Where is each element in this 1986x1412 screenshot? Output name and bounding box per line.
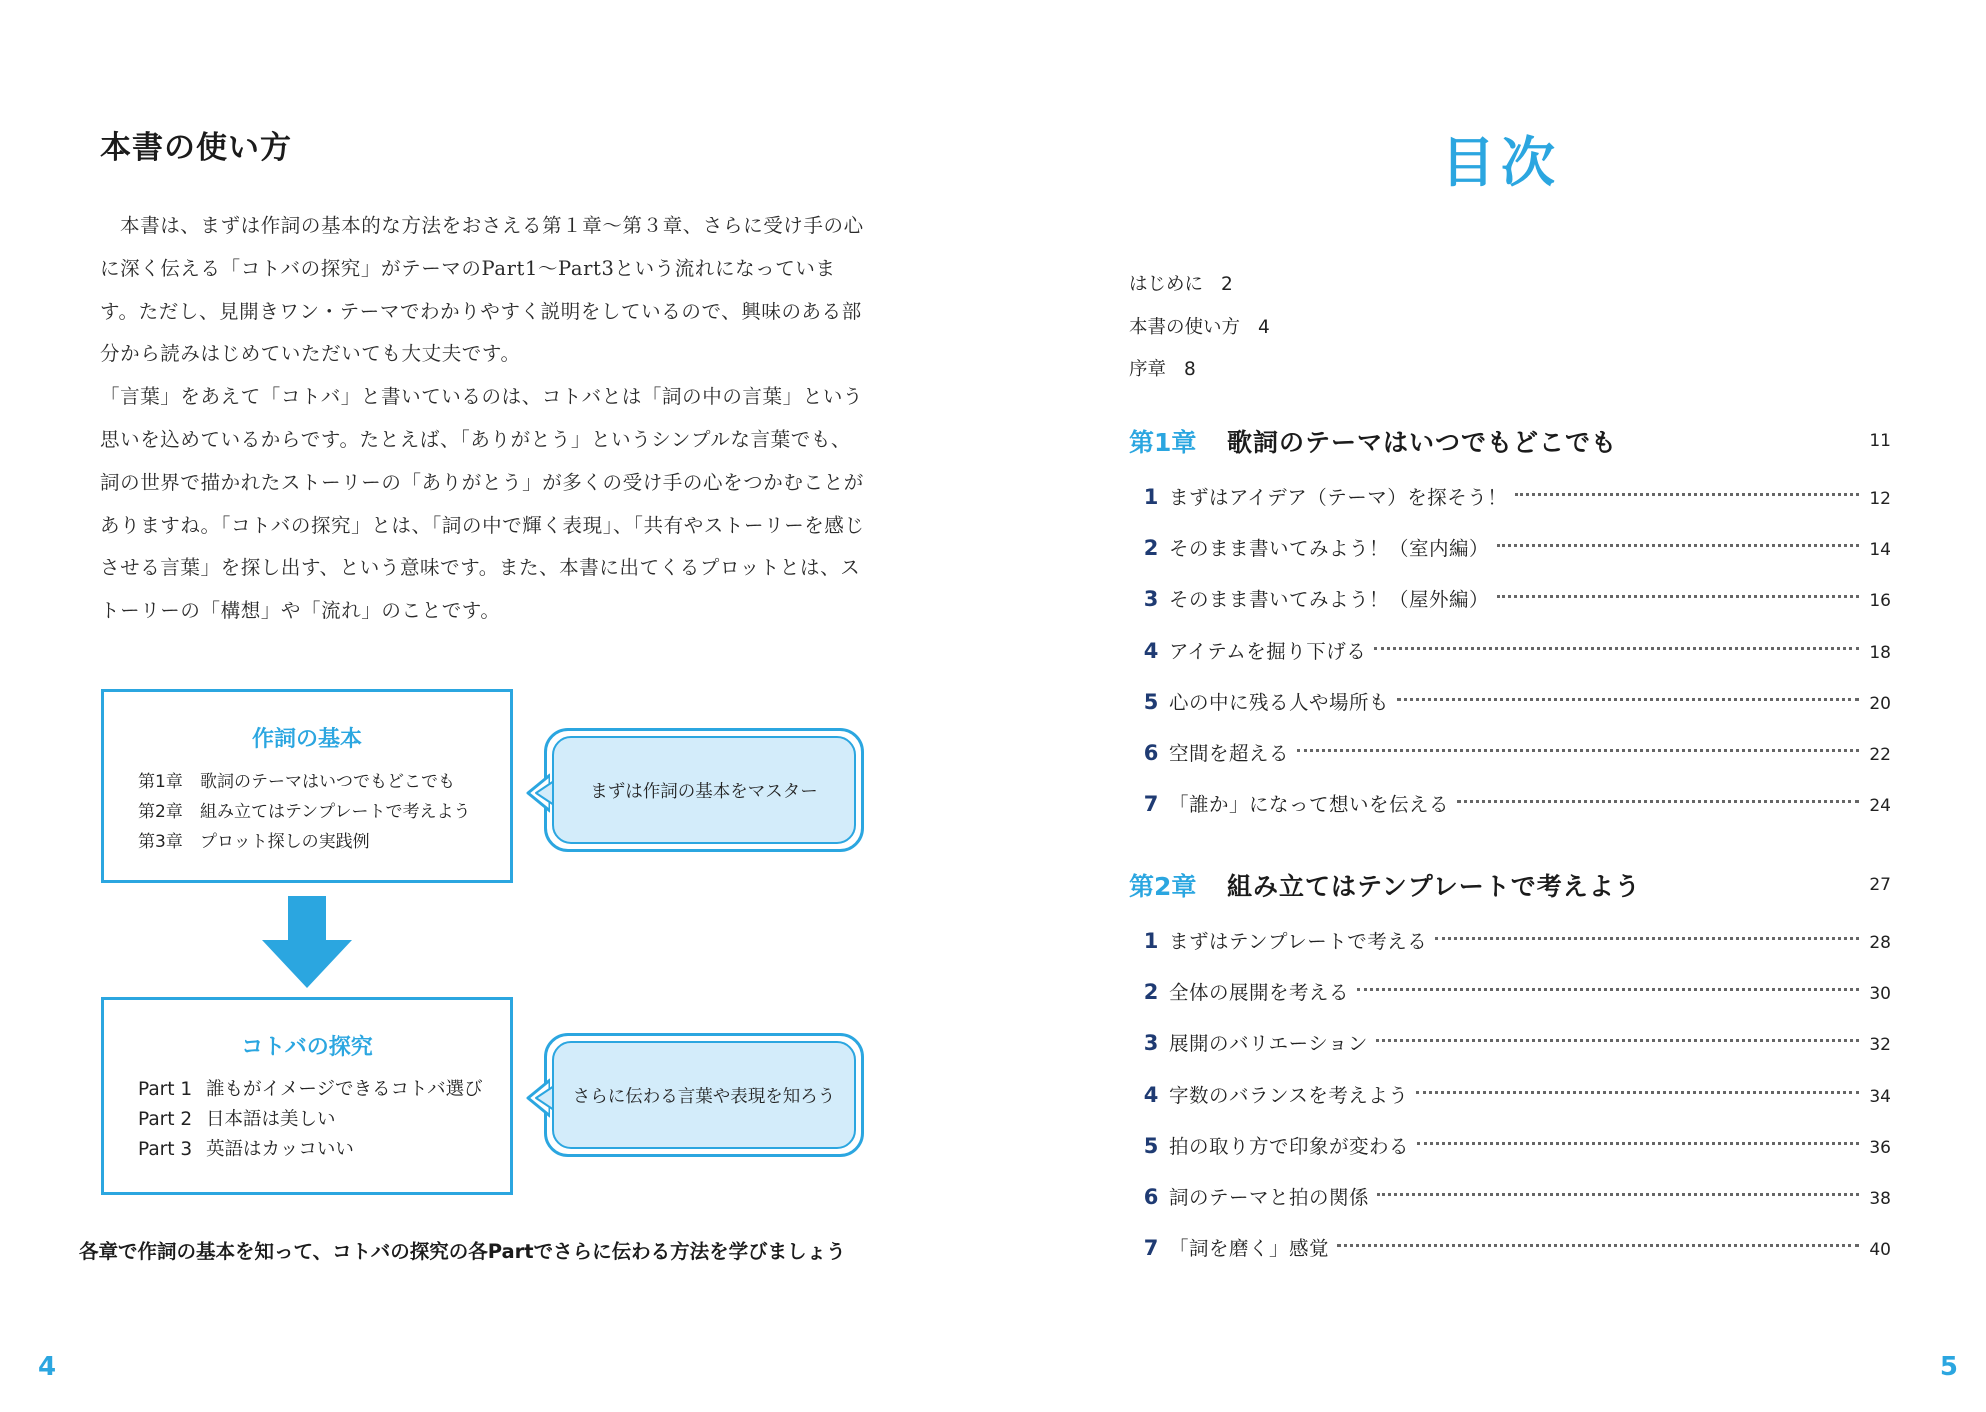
chapter-page: 11 (1869, 431, 1891, 451)
toc-entry-text: 字数のバランスを考えよう (1169, 1083, 1409, 1107)
leader-dots (1435, 937, 1859, 940)
toc-entry-page: 32 (1869, 1035, 1891, 1056)
basic-box-list (138, 767, 510, 857)
toc-entry[interactable] (1129, 307, 1270, 350)
toc-entry-text: 本書の使い方 (1129, 316, 1241, 338)
list-item (138, 827, 510, 857)
toc-entry-num: 7 (1143, 792, 1159, 817)
bubble-text: まずは作詞の基本をマスター (552, 736, 856, 844)
toc-entry-page: 34 (1869, 1086, 1891, 1107)
kotoba-speech-bubble (544, 1033, 864, 1157)
toc-entry-num: 5 (1143, 1133, 1159, 1158)
paragraph: 本書は、まずは作詞の基本的な方法をおさえる第１章～第３章、さらに受け手の心に深く伝える「コトバの探究」がテーマのPart1～Part3という流れになっています。ただし、見開きワン・テーマでわかりやすく説明をしているので、興味のある部分から読みはじめていただいても大丈夫です。 (100, 214, 864, 366)
chapter-label: 第2章 (138, 802, 183, 822)
summary-text: 各章で作詞の基本を知って、コトバの探究の各Partでさらに伝わる方法を学びましょう (79, 1240, 846, 1263)
intro-text (100, 205, 870, 633)
toc-entry-num: 3 (1143, 587, 1159, 612)
leader-dots (1297, 749, 1859, 752)
toc-entry-text: そのまま書いてみよう！（屋外編） (1169, 588, 1490, 612)
toc-entry-page: 40 (1869, 1240, 1891, 1261)
part-label: Part 2 (138, 1109, 193, 1130)
toc-entry-text: 展開のバリエーション (1169, 1032, 1368, 1056)
leader-dots (1497, 544, 1859, 547)
chapter-text: 歌詞のテーマはいつでもどこでも (200, 772, 455, 792)
leader-dots (1337, 1244, 1859, 1247)
toc-entry-num: 1 (1143, 929, 1159, 953)
leader-dots (1497, 595, 1859, 598)
kotoba-box-title: コトバの探究 (241, 1035, 373, 1060)
leader-dots (1357, 988, 1859, 991)
kotoba-box (101, 997, 513, 1195)
toc-entry-page: 36 (1869, 1137, 1891, 1158)
toc-entry[interactable] (1129, 967, 1891, 1018)
page-number: 5 (1939, 1352, 1958, 1382)
toc-entry-text: そのまま書いてみよう！（室内編） (1169, 537, 1490, 561)
chapter-label: 第3章 (138, 832, 183, 852)
basic-speech-bubble (544, 728, 864, 852)
toc-entry-text: 詞のテーマと拍の関係 (1169, 1185, 1370, 1209)
paragraph: 「言葉」をあえて「コトバ」と書いているのは、コトバとは「詞の中の言葉」という思いを込めているからです。たとえば、「ありがとう」というシンプルな言葉でも、詞の世界で描かれたストーリーの「ありがとう」が多くの受け手の心をつかむことがありますね。「コトバの探究」とは、「詞の中で輝く表現」、「共有やストーリーを感じさせる言葉」を探し出す、という意味です。また、本書に出てくるプロットとは、ストーリーの「構想」や「流れ」のことです。 (100, 385, 865, 623)
toc-entry[interactable] (1129, 916, 1891, 967)
basic-box-title: 作詞の基本 (251, 727, 362, 752)
toc-entry-num: 7 (1143, 1236, 1159, 1261)
toc-entry-text: まずはテンプレートで考える (1169, 930, 1428, 953)
toc-entry-text: 心の中に残る人や場所も (1169, 690, 1390, 714)
part-label: Part 1 (138, 1079, 193, 1100)
toc-entry-num: 6 (1143, 740, 1159, 765)
toc-entry-page: 20 (1869, 693, 1891, 714)
toc-entry-num: 2 (1143, 980, 1159, 1005)
toc-entry-num: 4 (1143, 1082, 1159, 1107)
chapter-text: プロット探しの実践例 (200, 832, 370, 852)
toc-entry[interactable] (1129, 1018, 1891, 1069)
toc-entry-text: 拍の取り方で印象が変わる (1169, 1134, 1410, 1158)
toc-entry-page: 4 (1258, 316, 1270, 338)
toc-entry-text: 「誰か」になって想いを伝える (1169, 793, 1450, 817)
toc-entry[interactable] (1129, 728, 1891, 779)
toc-entry-text: はじめに (1129, 274, 1204, 295)
chapter-label: 第2章 (1129, 872, 1197, 901)
toc-entry-text: アイテムを掘り下げる (1169, 639, 1367, 663)
toc-entry-page: 24 (1869, 796, 1891, 817)
chapter-name: 組み立てはテンプレートで考えよう (1227, 872, 1641, 901)
chapter-heading[interactable] (1129, 418, 1891, 464)
toc-entry-text: まずはアイデア（テーマ）を探そう！ (1169, 486, 1508, 509)
toc-entry-page: 18 (1869, 642, 1891, 663)
toc-entry[interactable] (1129, 779, 1891, 830)
basic-box (101, 689, 513, 883)
toc-entry-num: 2 (1143, 536, 1159, 561)
toc-entry[interactable] (1129, 1223, 1891, 1274)
kotoba-box-list (138, 1075, 510, 1165)
toc-entry-num: 4 (1143, 638, 1159, 663)
toc-entry[interactable] (1129, 677, 1891, 728)
toc-entry-page: 28 (1869, 933, 1891, 953)
leader-dots (1374, 647, 1859, 650)
list-item (138, 1105, 510, 1135)
chapter-label: 第1章 (1129, 428, 1197, 457)
list-item (138, 797, 510, 827)
toc-entry-num: 5 (1143, 689, 1159, 714)
leader-dots (1376, 1039, 1859, 1042)
chapter-items (1129, 472, 1891, 830)
page-title: 本書の使い方 (100, 130, 292, 166)
chapter-name: 歌詞のテーマはいつでもどこでも (1227, 428, 1618, 457)
leader-dots (1515, 493, 1859, 496)
toc-entry-page: 12 (1869, 489, 1891, 509)
list-item (138, 1135, 510, 1165)
toc-entry[interactable] (1129, 1172, 1891, 1223)
toc-entry-text: 全体の展開を考える (1169, 981, 1350, 1005)
toc-entry[interactable] (1129, 264, 1270, 307)
toc-entry[interactable] (1129, 523, 1891, 574)
leader-dots (1377, 1193, 1859, 1196)
down-arrow-icon (262, 896, 352, 988)
chapter-heading[interactable] (1129, 862, 1891, 908)
toc-entry-num: 6 (1143, 1184, 1159, 1209)
list-item (138, 1075, 510, 1105)
page-number: 4 (38, 1352, 57, 1382)
leader-dots (1416, 1091, 1859, 1094)
chapter-1-section (1129, 418, 1891, 830)
toc-entry-text: 「詞を磨く」感覚 (1169, 1237, 1330, 1261)
toc-entry-page: 16 (1869, 591, 1891, 612)
toc-entry[interactable] (1129, 349, 1270, 392)
part-text: 英語はカッコいい (206, 1139, 354, 1160)
prelim-list (1129, 264, 1270, 392)
toc-entry[interactable] (1129, 574, 1891, 625)
chapter-2-section (1129, 862, 1891, 1274)
toc-entry-page: 30 (1869, 984, 1891, 1005)
toc-entry-num: 3 (1143, 1031, 1159, 1056)
toc-entry-page: 22 (1869, 744, 1891, 765)
toc-entry[interactable] (1129, 1121, 1891, 1172)
bubble-text: さらに伝わる言葉や表現を知ろう (552, 1041, 856, 1149)
right-page (993, 0, 1986, 1412)
toc-entry-text: 序章 (1129, 359, 1167, 380)
chapter-items (1129, 916, 1891, 1274)
chapter-label: 第1章 (138, 772, 183, 792)
part-text: 誰もがイメージできるコトバ選び (206, 1079, 483, 1100)
leader-dots (1457, 800, 1859, 803)
toc-entry[interactable] (1129, 472, 1891, 523)
toc-entry[interactable] (1129, 1070, 1891, 1121)
leader-dots (1397, 698, 1859, 701)
toc-entry-page: 14 (1869, 540, 1891, 561)
part-label: Part 3 (138, 1139, 193, 1160)
toc-entry-page: 2 (1221, 274, 1233, 295)
chapter-text: 組み立てはテンプレートで考えよう (200, 802, 471, 822)
toc-title: 目次 (1441, 131, 1561, 194)
toc-entry-page: 8 (1184, 359, 1196, 380)
list-item (138, 767, 510, 797)
toc-entry-page: 38 (1869, 1188, 1891, 1209)
toc-entry-text: 空間を超える (1169, 741, 1290, 765)
toc-entry[interactable] (1129, 626, 1891, 677)
chapter-page: 27 (1869, 875, 1891, 895)
toc-entry-num: 1 (1143, 485, 1159, 509)
part-text: 日本語は美しい (206, 1109, 336, 1130)
leader-dots (1417, 1142, 1859, 1145)
